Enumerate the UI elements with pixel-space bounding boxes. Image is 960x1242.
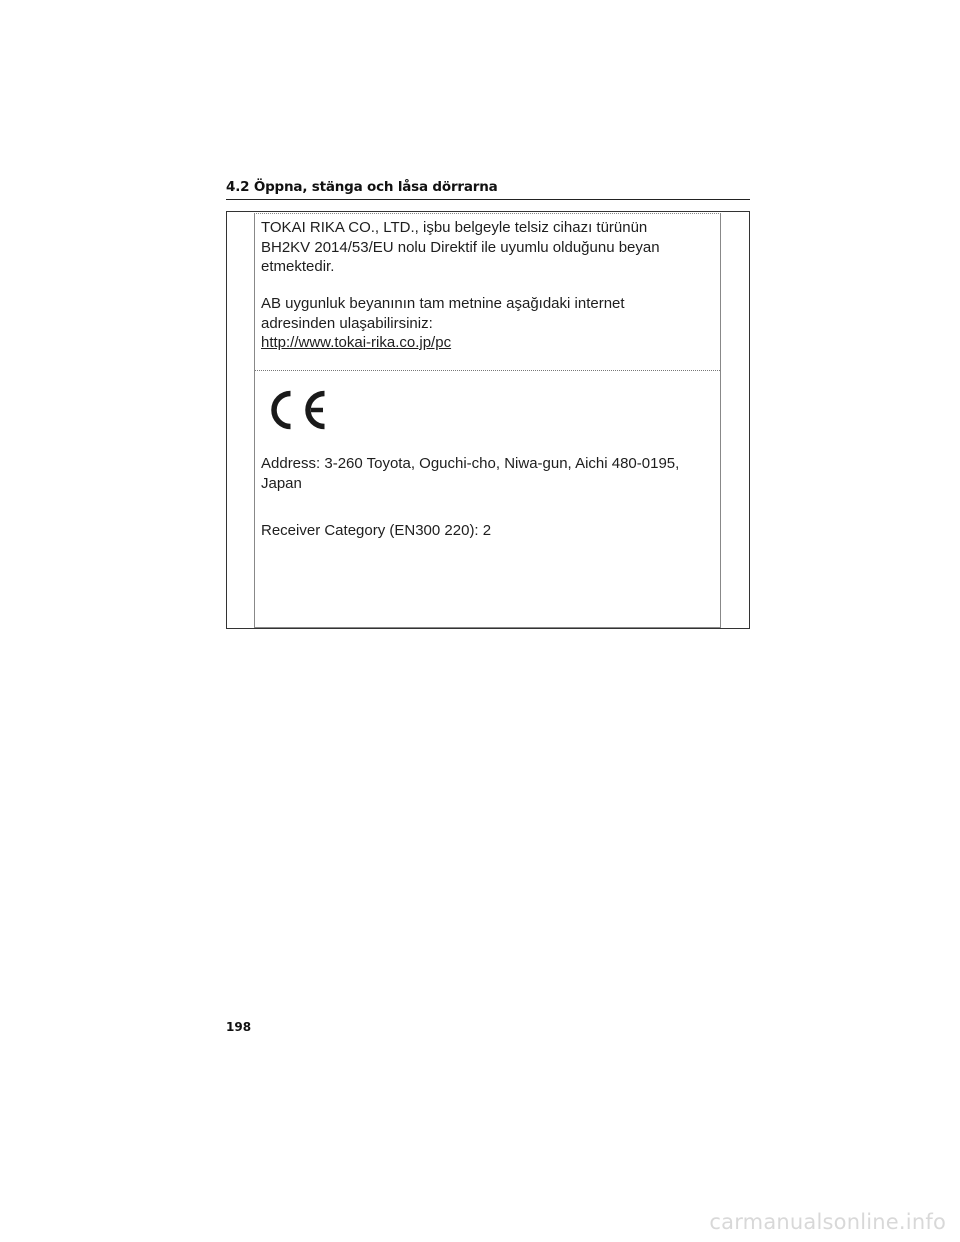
declaration-line-1: TOKAI RIKA CO., LTD., işbu belgeyle telsiz cihazı türünün xyxy=(261,219,648,236)
dotted-divider xyxy=(255,370,720,371)
address-line-2: Japan xyxy=(261,474,302,492)
declaration-text xyxy=(261,218,711,277)
declaration-line-2: BH2KV 2014/53/EU nolu Direktif ile uyumlu olduğunu beyan xyxy=(261,238,660,256)
receiver-category: Receiver Category (EN300 220): 2 xyxy=(261,522,492,539)
watermark: carmanualsonline.info xyxy=(709,1210,946,1234)
eu-line-1: AB uygunluk beyanının tam metnine aşağıdaki internet xyxy=(261,295,625,312)
eu-line-2: adresinden ulaşabilirsiniz: xyxy=(261,314,433,332)
eu-declaration-text xyxy=(261,294,711,353)
address-text xyxy=(261,454,711,493)
page-number: 198 xyxy=(226,1020,252,1034)
address-line-1: Address: 3-260 Toyota, Oguchi-cho, Niwa-gun, Aichi 480-0195, xyxy=(261,455,680,472)
declaration-line-3: etmektedir. xyxy=(261,258,335,275)
section-title: 4.2 Öppna, stänga och låsa dörrarna xyxy=(226,178,750,200)
ce-mark-icon xyxy=(268,388,330,432)
declaration-link[interactable]: http://www.tokai-rika.co.jp/pc xyxy=(261,334,452,351)
